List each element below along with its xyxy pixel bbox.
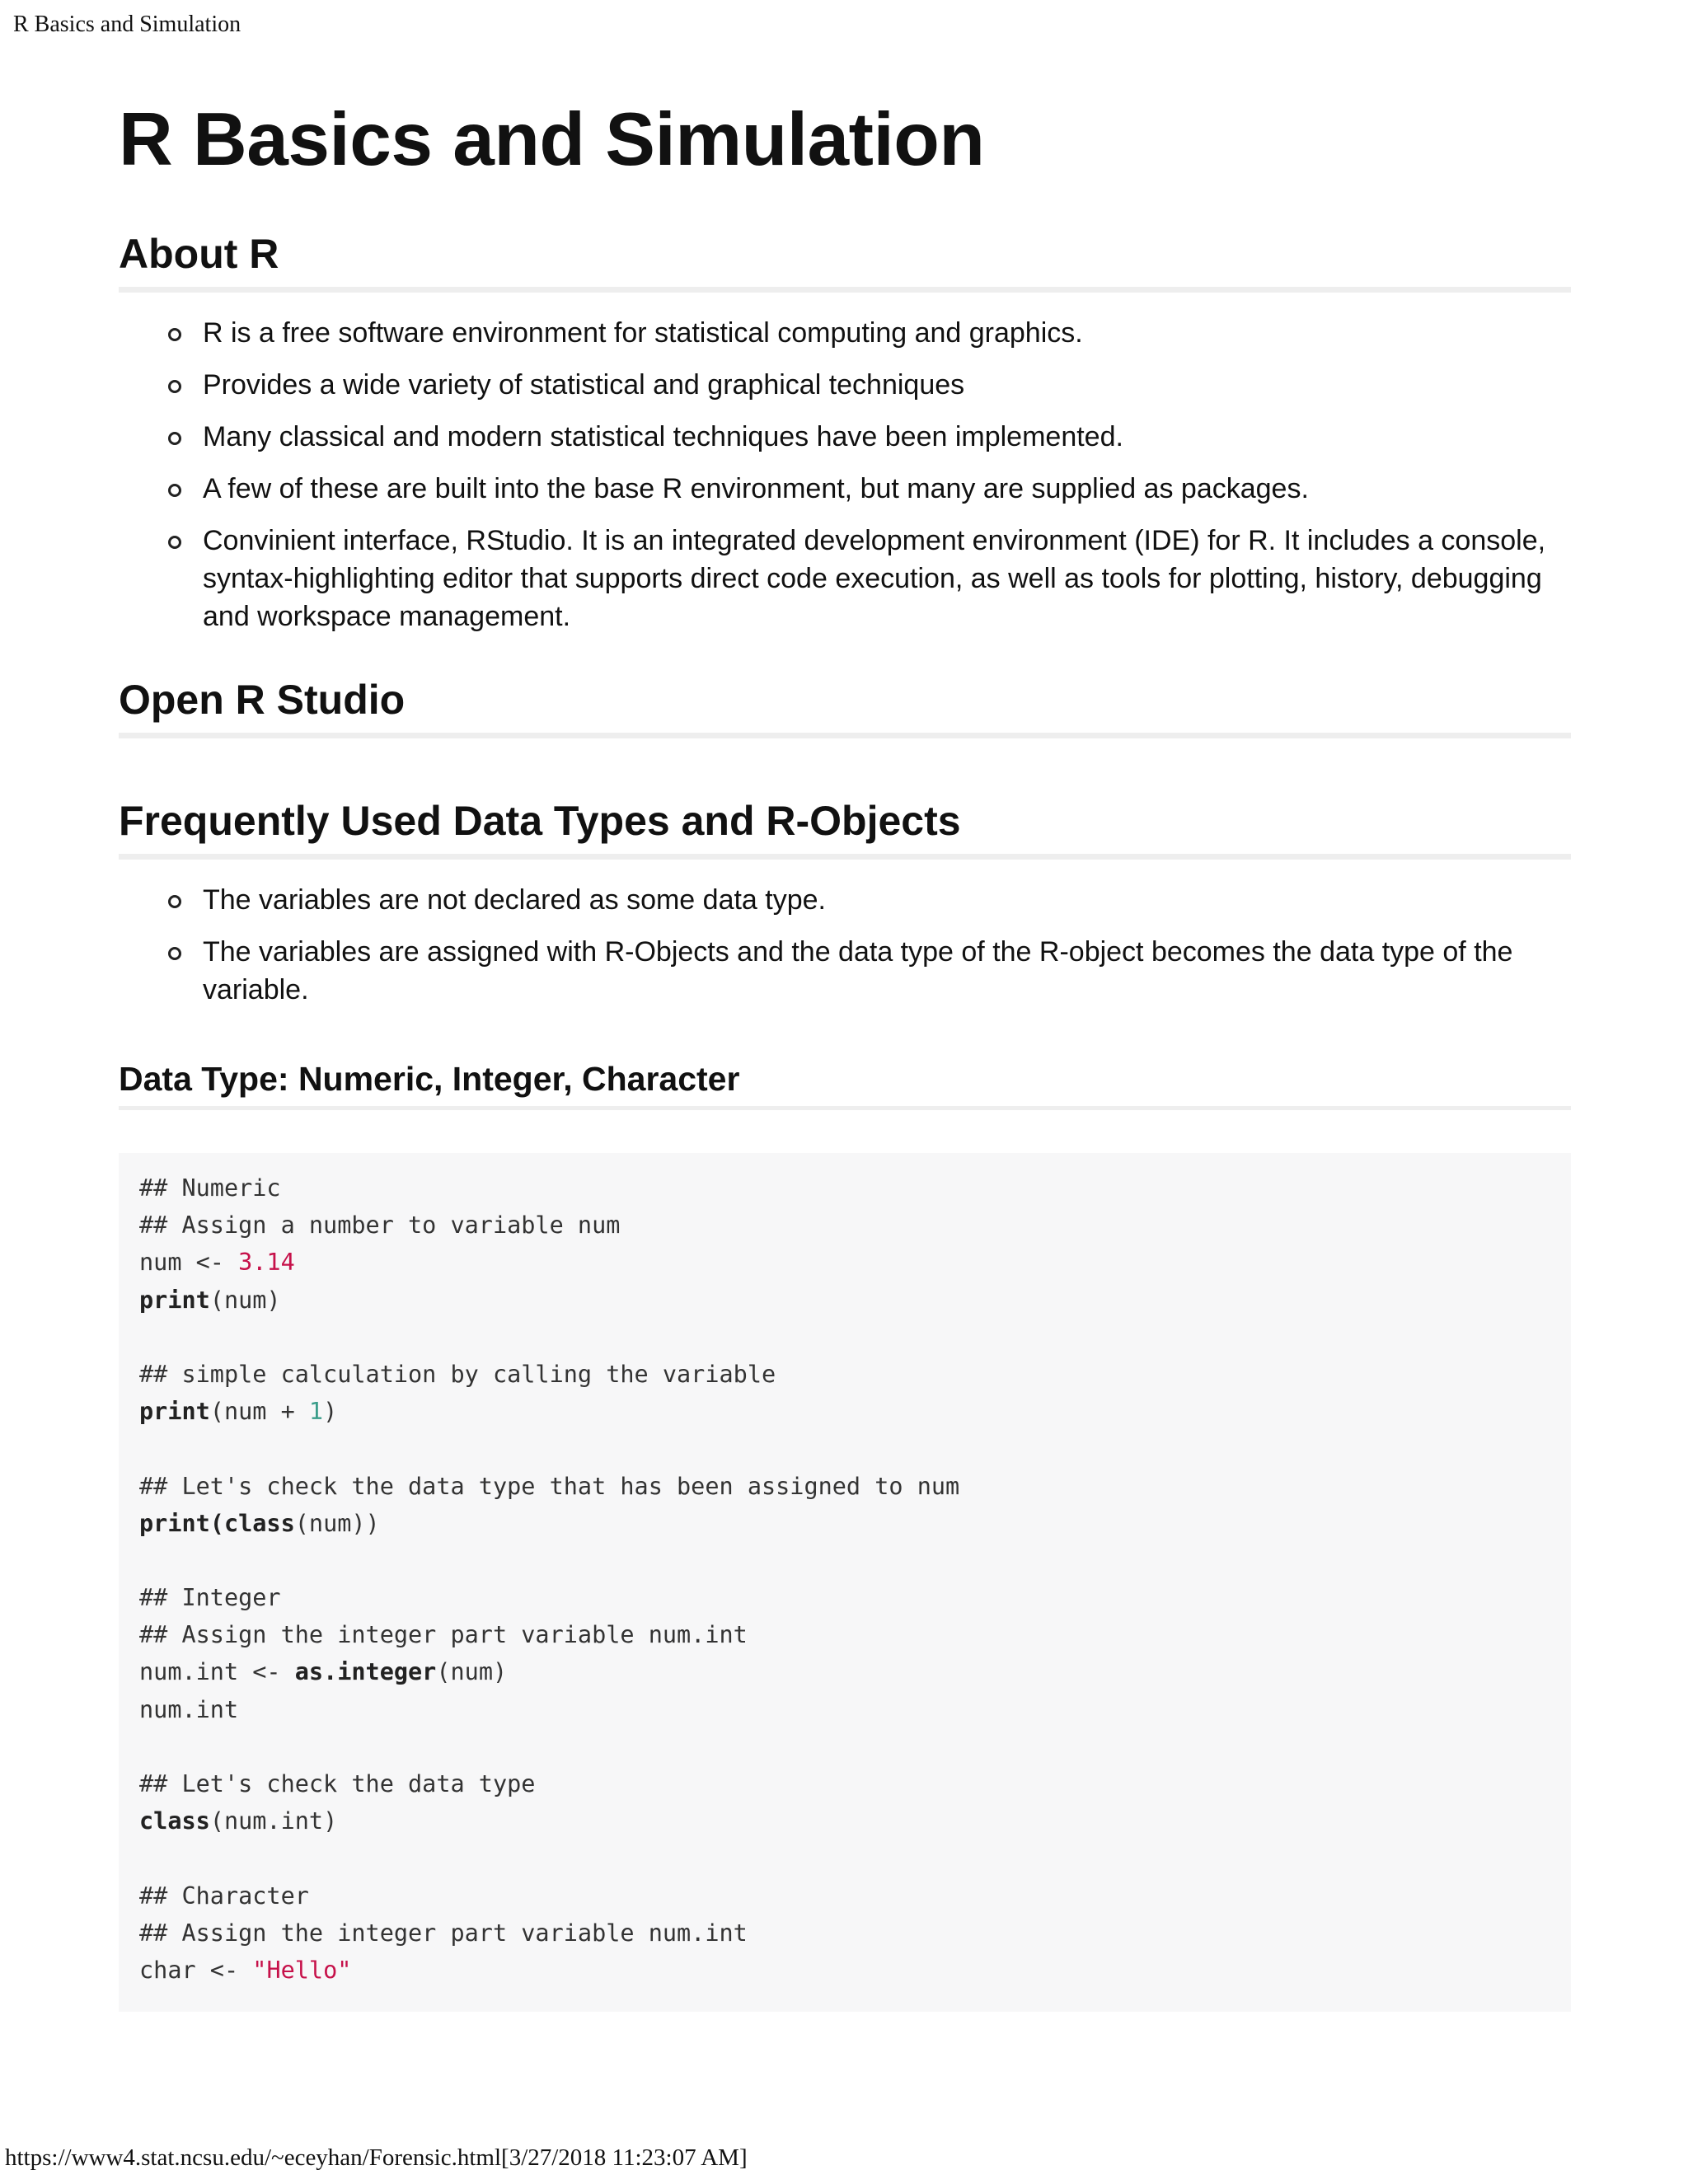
code-block [119,1153,1571,2012]
code-line-blank [139,1542,1550,1579]
section-heading-about-r: About R [119,229,1571,293]
circle-bullet-icon [168,895,181,908]
section-heading-open-r-studio: Open R Studio [119,675,1571,738]
code-line: ## Integer [139,1584,281,1612]
code-line: ## Character [139,1882,309,1910]
code-line: class(num.int) [139,1807,338,1835]
code-line: ## Let's check the data type [139,1770,536,1797]
code-line: print(class(num)) [139,1509,380,1537]
print-header: R Basics and Simulation [13,12,241,37]
code-line-blank [139,1430,1550,1467]
code-line: num.int <- as.integer(num) [139,1658,508,1686]
code-line: print(num) [139,1286,281,1314]
code-line: ## Assign the integer part variable num.int [139,1621,748,1649]
circle-bullet-icon [168,536,181,549]
circle-bullet-icon [168,380,181,393]
circle-bullet-icon [168,947,181,960]
code-line: char <- "Hello" [139,1956,352,1984]
circle-bullet-icon [168,484,181,497]
code-line: num.int [139,1695,239,1723]
code-line: num <- 3.14 [139,1249,295,1277]
list-item: The variables are not declared as some data type. [203,881,1571,919]
code-line: print(num + 1) [139,1398,338,1426]
document-body [119,82,1571,2012]
list-item: A few of these are built into the base R environment, but many are supplied as packages. [203,470,1571,508]
code-line: ## Assign the integer part variable num.int [139,1919,748,1947]
list-item: The variables are assigned with R-Objects and the data type of the R-object becomes the data type of the variable. [203,933,1571,1009]
list-item: R is a free software environment for statistical computing and graphics. [203,314,1571,352]
list-item: Provides a wide variety of statistical and graphical techniques [203,366,1571,404]
code-line-blank [139,1728,1550,1765]
code-line-blank [139,1840,1550,1877]
circle-bullet-icon [168,328,181,341]
section-heading-data-types: Frequently Used Data Types and R-Objects [119,796,1571,860]
data-types-list [119,881,1571,1009]
page-title: R Basics and Simulation [119,98,985,181]
print-footer-url: https://www4.stat.ncsu.edu/~eceyhan/Forensic.html[3/27/2018 11:23:07 AM] [5,2144,748,2171]
list-item: Many classical and modern statistical techniques have been implemented. [203,418,1571,456]
code-line: ## Let's check the data type that has been assigned to num [139,1472,960,1500]
about-r-list [119,314,1571,635]
code-line: ## Assign a number to variable num [139,1212,621,1240]
code-line: ## simple calculation by calling the variable [139,1360,776,1388]
circle-bullet-icon [168,432,181,445]
code-line-blank [139,1319,1550,1356]
subsection-heading-data-type: Data Type: Numeric, Integer, Character [119,1058,1571,1110]
code-line: ## Numeric [139,1174,281,1202]
list-item: Convinient interface, RStudio. It is an integrated development environment (IDE) for R. It includes a console, syntax-highlighting editor that supports direct code execution, as well as tools for plotting, history, debugging and workspace management. [203,522,1571,635]
